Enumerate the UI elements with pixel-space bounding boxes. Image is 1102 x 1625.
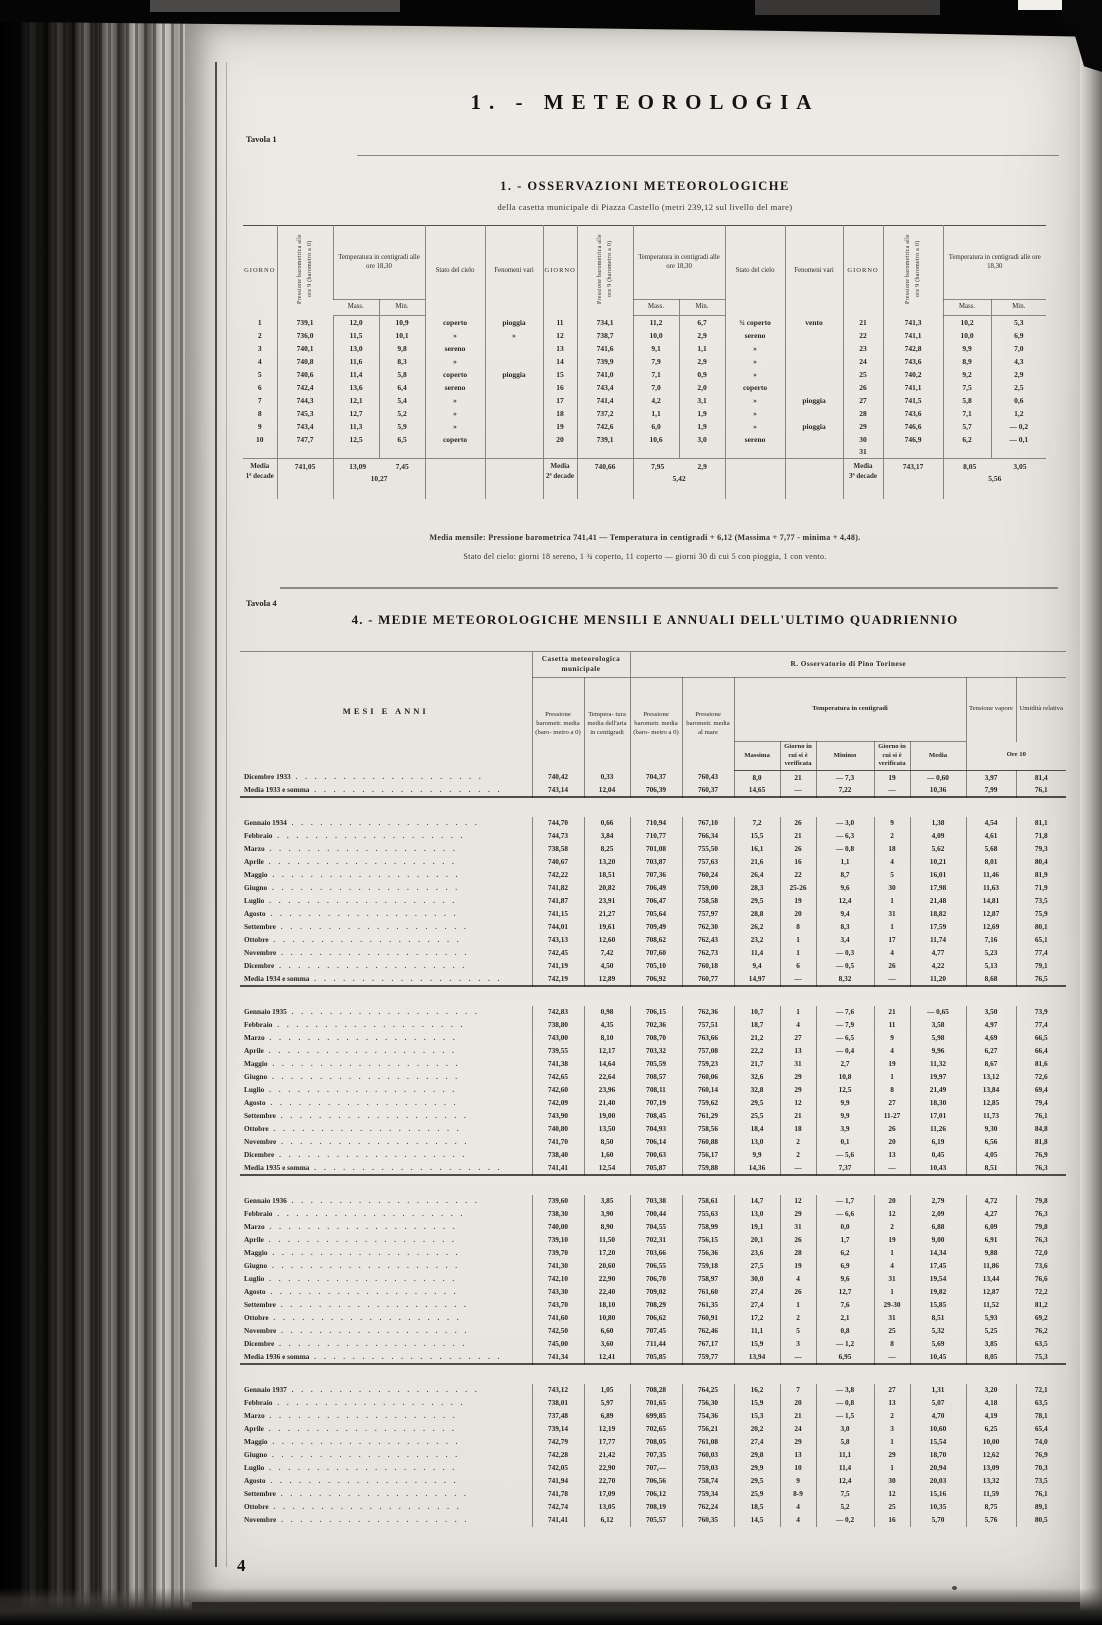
dot-leaders: [267, 1450, 460, 1459]
table-row: Ottobre . . . 740,80 13,50 704,93 758,56 18,4 18 3,9 26 11,26 9,30 84,8: [240, 1123, 1066, 1136]
col-fenomeni: Fenomeni vari: [785, 226, 843, 316]
page-crease-line: [215, 62, 217, 1567]
scan-artifact: [755, 0, 940, 15]
dot-leaders: [268, 1437, 461, 1446]
tavola1-subtitle: della casetta municipale di Piazza Castello (metri 239,12 sul livello del mare): [497, 202, 793, 212]
table-row: Giugno . . . 742,28 21,42 707,35 760,03 29,8 13 11,1 29 18,70 12,62 76,9: [240, 1449, 1066, 1462]
media-temperature: 8,05 3,05 5,56: [943, 459, 1046, 499]
dot-leaders: [266, 909, 459, 918]
table-row: Febbraio . . . 738,80 4,35 702,36 757,51 18,7 4 — 7,9 11 3,58 4,97 77,4: [240, 1019, 1066, 1032]
table-row: Ottobre . . . 742,74 13,05 708,19 762,24 18,5 4 5,2 25 10,35 8,75 89,1: [240, 1501, 1066, 1514]
dot-leaders: [266, 1098, 459, 1107]
table-row: Aprile . . . 739,55 12,17 703,32 757,08 22,2 13 — 0,4 4 9,96 6,27 66,4: [240, 1045, 1066, 1058]
table-row: Settembre . . . 743,90 19,00 708,45 761,29 25,5 21 9,9 11-27 17,01 11,73 76,1: [240, 1110, 1066, 1123]
table-row: Maggio . . . 741,38 14,64 705,59 759,23 21,7 31 2,7 19 11,32 8,67 81,6: [240, 1058, 1066, 1071]
table-row: Media 1933 e somma . . . 743,14 12,04 706,39 760,37 14,65 — 7,22 — 10,36 7,99 76,1: [240, 784, 1066, 797]
dot-leaders: [276, 1137, 469, 1146]
col-mass: Mass.: [943, 300, 991, 316]
col-media: Media: [910, 742, 966, 771]
block-1934: [240, 817, 1066, 986]
tavola4-label: Tavola 4: [246, 598, 277, 608]
page-right-edge: [1080, 0, 1102, 1625]
dot-leaders: [272, 1020, 465, 1029]
table-row: Maggio . . . 742,79 17,77 708,05 761,08 27,4 29 5,8 1 15,54 10,00 74,0: [240, 1436, 1066, 1449]
tavola1-title: 1. - OSSERVAZIONI METEOROLOGICHE: [500, 179, 790, 193]
section-divider-rule: [280, 587, 1058, 589]
horizontal-rule: [357, 155, 1059, 156]
dot-leaders: [264, 1463, 457, 1472]
table-row: Settembre . . . 741,78 17,09 706,12 759,34 25,9 8-9 7,5 12 15,16 11,59 76,1: [240, 1488, 1066, 1501]
table-row: 4 740,8 11,6 8,3 » 14 739,9 7,9 2,9 » 24 743,6 8,9 4,3: [243, 355, 1046, 368]
block-1936: [240, 1195, 1066, 1364]
table-row: Settembre . . . 743,70 18,10 708,29 761,35 27,4 1 7,6 29-30 15,85 11,52 81,2: [240, 1299, 1066, 1312]
dot-leaders: [269, 1124, 462, 1133]
dot-leaders: [276, 948, 469, 957]
table-row: Luglio . . . 741,87 23,91 706,47 758,58 29,5 19 12,4 1 21,48 14,81 73,5: [240, 895, 1066, 908]
dot-leaders: [265, 844, 458, 853]
dot-leaders: [272, 1209, 465, 1218]
dot-leaders: [264, 1046, 457, 1055]
col-temperatura: Temperatura in centigradi alle ore 18,30: [943, 226, 1046, 300]
dot-leaders: [265, 1033, 458, 1042]
table-row: 2 736,0 11,5 10,1 » » 12 738,7 10,0 2,9 sereno 22 741,1 10,0 6,9: [243, 329, 1046, 342]
group-temperatura-centigradi: Temperatura in centigradi: [734, 678, 966, 742]
table-row: Novembre . . . 741,41 6,12 705,57 760,35 14,5 4 — 0,2 16 5,70 5,76 80,5: [240, 1514, 1066, 1527]
dot-leaders: [274, 1150, 467, 1159]
col-giorno: GIORNO: [543, 226, 577, 316]
table-row: Ottobre . . . 743,13 12,60 708,62 762,43 23,2 1 3,4 17 11,74 7,16 65,1: [240, 934, 1066, 947]
dot-leaders: [287, 1196, 480, 1205]
dot-leaders: [264, 1424, 457, 1433]
tavola4-title: 4. - MEDIE METEOROLOGICHE MENSILI E ANNUALI DELL'ULTIMO QUADRIENNIO: [351, 612, 959, 627]
observations-table-header: [243, 226, 1046, 316]
block-1937: [240, 1384, 1066, 1527]
book-gutter-edges: [0, 0, 192, 1625]
table-row: Dicembre . . . 741,19 4,50 705,10 760,18 9,4 6 — 0,5 26 4,22 5,13 79,1: [240, 960, 1066, 973]
table-row: Marzo . . . 740,00 8,90 704,55 758,99 19,1 31 0,0 2 6,88 6,09 79,8: [240, 1221, 1066, 1234]
dot-leaders: [264, 1274, 457, 1283]
dot-leaders: [309, 1352, 502, 1361]
table-row: Luglio . . . 742,60 23,96 708,11 760,14 32,8 29 12,5 8 21,49 13,84 69,4: [240, 1084, 1066, 1097]
media-temperature: 13,09 7,45 10,27: [333, 459, 425, 499]
col-fenomeni: Fenomeni vari: [485, 226, 543, 316]
dot-leaders: [276, 1515, 469, 1524]
col-giorno: GIORNO: [244, 266, 276, 274]
col-pressione-osservatorio: Pressione barometr. media (baro- metro a 0): [630, 678, 682, 771]
table-row: 1 739,1 12,0 10,9 coperto pioggia 11 734,1 11,2 6,7 ¾ coperto vento 21 741,3 10,2 5,3: [243, 316, 1046, 329]
table-row: Dicembre . . . 738,40 1,60 700,63 756,17 9,9 2 — 5,6 13 0,45 4,05 76,9: [240, 1149, 1066, 1162]
table-row: 6 742,4 13,6 6,4 sereno 16 743,4 7,0 2,0 coperto 26 741,1 7,5 2,5: [243, 381, 1046, 394]
table-row: Dicembre 1933 . . . 740,42 0,33 704,37 760,43 8,0 21 — 7,3 19 — 0,60 3,97 81,4: [240, 771, 1066, 784]
scanner-bottom-band: [0, 1588, 1102, 1625]
table-row: Ottobre . . . 741,60 10,80 706,62 760,91 17,2 2 2,1 31 8,51 5,93 69,2: [240, 1312, 1066, 1325]
col-pressione-casetta: Pressione barometr. media (baro- metro a 0): [532, 678, 584, 771]
table-row: Marzo . . . 743,00 8,10 708,70 763,66 21,2 27 — 6,5 9 5,98 4,69 66,5: [240, 1032, 1066, 1045]
col-min: Min.: [679, 300, 725, 316]
tavola1-label: Tavola 1: [246, 134, 277, 144]
col-giorno: GIORNO: [843, 226, 883, 316]
table-row: 9 743,4 11,3 5,9 » 19 742,6 6,0 1,9 » pioggia 29 746,6 5,7 — 0,2: [243, 420, 1046, 433]
dot-leaders: [274, 1339, 467, 1348]
dot-leaders: [268, 870, 461, 879]
table-row: 7 744,3 12,1 5,4 » 17 741,4 4,2 3,1 » pioggia 27 741,5 5,8 0,6: [243, 394, 1046, 407]
scan-artifact: [150, 0, 400, 12]
monthly-summary-note: Media mensile: Pressione barometrica 741,41 — Temperatura in centigradi + 6,12 (Massima + 7,77 - minima + 4,48).: [429, 533, 861, 542]
table-row: Maggio . . . 739,70 17,20 703,66 756,36 23,6 28 6,2 1 14,34 9,88 72,0: [240, 1247, 1066, 1260]
table-row: Gennaio 1935 . . . 742,83 0,98 706,15 762,36 10,7 1 — 7,6 21 — 0,65 3,50 73,9: [240, 1006, 1066, 1019]
col-tensione-vapore: Tensione vapore: [966, 678, 1016, 742]
col-giorno-verificata: Giorno in cui si è verificata: [874, 742, 910, 771]
table-row: Luglio . . . 742,05 22,90 707,— 759,03 29,9 10 11,4 1 20,94 13,09 70,3: [240, 1462, 1066, 1475]
dot-leaders: [264, 896, 457, 905]
dot-leaders: [267, 1261, 460, 1270]
observations-table: [243, 225, 1046, 499]
table-row: Agosto . . . 742,09 21,40 707,19 759,62 29,5 12 9,9 27 18,30 12,85 79,4: [240, 1097, 1066, 1110]
col-pressione: Pressione barometrica alle ore 9 (barometro a 0): [577, 226, 633, 316]
ink-speck: [952, 1586, 957, 1590]
dot-leaders: [265, 1411, 458, 1420]
observations-rows: [243, 316, 1046, 459]
table-row: Agosto . . . 741,15 21,27 705,64 757,97 28,8 20 9,4 31 18,82 12,87 75,9: [240, 908, 1066, 921]
col-temperatura: Temperatura in centigradi alle ore 18,30: [333, 226, 425, 300]
col-ore-10: Ore 10: [966, 742, 1066, 771]
media-decade-label: Media 3ª decade: [843, 459, 883, 499]
table-row: Media 1936 e somma . . . 741,34 12,41 705,85 759,77 13,94 — 6,95 — 10,45 8,05 75,3: [240, 1351, 1066, 1364]
table-row: 5 740,6 11,4 5,8 coperto pioggia 15 741,0 7,1 0,9 » 25 740,2 9,2 2,9: [243, 368, 1046, 381]
dot-leaders: [276, 922, 469, 931]
section-title: 1. - METEOROLOGIA: [470, 90, 820, 114]
dot-leaders: [309, 974, 502, 983]
table-row: Aprile . . . 739,10 11,50 702,31 756,15 20,1 26 1,7 19 9,00 6,91 76,3: [240, 1234, 1066, 1247]
decade-means: [243, 459, 1046, 499]
dot-leaders: [274, 961, 467, 970]
col-temperatura: Temperatura in centigradi alle ore 18,30: [633, 226, 725, 300]
col-pressione: Pressione barometrica alle ore 9 (barometro a 0): [883, 226, 943, 316]
dot-leaders: [276, 1300, 469, 1309]
monthly-means-header: [240, 652, 1066, 771]
dot-leaders: [266, 1476, 459, 1485]
col-giorno-verificata: Giorno in cui si è verificata: [780, 742, 816, 771]
table-row: Luglio . . . 742,10 22,90 706,70 758,97 30,0 4 9,6 31 19,54 13,44 76,6: [240, 1273, 1066, 1286]
dot-leaders: [268, 1248, 461, 1257]
page-content: [185, 22, 1080, 1602]
col-pressione-mare: Pressione barometr. media al mare: [682, 678, 734, 771]
table-row: Maggio . . . 742,22 18,51 707,36 760,24 26,4 22 8,7 5 16,01 11,46 81,9: [240, 869, 1066, 882]
table-row: 3 740,1 13,0 9,8 sereno 13 741,6 9,1 1,1 » 23 742,8 9,9 7,0: [243, 342, 1046, 355]
sky-state-note: Stato del cielo: giorni 18 sereno, 1 ¾ coperto, 11 coperto — giorni 30 di cui 5 con pioggia, 1 con vento.: [463, 552, 827, 561]
page-number: 4: [237, 1556, 246, 1575]
dot-leaders: [265, 1222, 458, 1231]
dot-leaders: [269, 935, 462, 944]
media-pressione: 743,17: [883, 459, 943, 499]
table-row: 8 745,3 12,7 5,2 » 18 737,2 1,1 1,9 » 28 743,6 7,1 1,2: [243, 407, 1046, 420]
dot-leaders: [309, 1163, 502, 1172]
table-row: Novembre . . . 742,50 6,60 707,45 762,46 11,1 5 0,8 25 5,32 5,25 76,2: [240, 1325, 1066, 1338]
col-min: Min.: [379, 300, 425, 316]
dot-leaders: [291, 772, 484, 781]
monthly-means-table: [240, 651, 1066, 1527]
dot-leaders: [276, 1326, 469, 1335]
table-row: Novembre . . . 742,45 7,42 707,60 762,73 11,4 1 — 0,3 4 4,77 5,23 77,4: [240, 947, 1066, 960]
col-minima: Minimo: [816, 742, 874, 771]
col-stato-cielo: Stato del cielo: [425, 226, 485, 316]
table-row: Novembre . . . 741,70 8,50 706,14 760,88 13,0 2 0,1 20 6,19 6,56 81,8: [240, 1136, 1066, 1149]
table-row: Media 1934 e somma . . . 742,19 12,89 706,92 760,77 14,97 — 8,32 — 11,20 8,68 76,5: [240, 973, 1066, 986]
col-pressione: Pressione barometrica alle ore 9 (barometro a 0): [277, 226, 333, 316]
table-row: Agosto . . . 743,30 22,40 709,02 761,60 27,4 26 12,7 1 19,82 12,87 72,2: [240, 1286, 1066, 1299]
dot-leaders: [267, 1072, 460, 1081]
dot-leaders: [269, 1502, 462, 1511]
table-row: Media 1935 e somma . . . 741,41 12,54 705,87 759,88 14,36 — 7,37 — 10,43 8,51 76,3: [240, 1162, 1066, 1175]
dot-leaders: [287, 1385, 480, 1394]
media-pressione: 741,05: [277, 459, 333, 499]
dot-leaders: [264, 857, 457, 866]
col-temperatura-casetta: Tempera- tura media dell'aria in centigradi: [584, 678, 630, 771]
table-row: Aprile . . . 740,67 13,20 703,87 757,63 21,6 16 1,1 4 10,21 8,01 80,4: [240, 856, 1066, 869]
table-row: Giugno . . . 741,82 20,82 706,49 759,00 28,3 25-26 9,6 30 17,98 11,63 71,9: [240, 882, 1066, 895]
table-row: 10 747,7 12,5 6,5 coperto 20 739,1 10,6 3,0 sereno 30 746,9 6,2 — 0,1: [243, 433, 1046, 446]
table-row: Agosto . . . 741,94 22,70 706,56 758,74 29,5 9 12,4 30 20,03 13,32 73,5: [240, 1475, 1066, 1488]
dot-leaders: [264, 1085, 457, 1094]
dot-leaders: [272, 1398, 465, 1407]
table-row: Febbraio . . . 738,30 3,90 700,44 755,63 13,0 29 — 6,6 12 2,09 4,27 76,3: [240, 1208, 1066, 1221]
col-mesi-anni: MESI E ANNI: [342, 705, 429, 716]
table-row: Dicembre . . . 745,00 3,60 711,44 767,17 15,9 3 — 1,2 8 5,69 3,85 63,5: [240, 1338, 1066, 1351]
dot-leaders: [269, 1313, 462, 1322]
media-pressione: 740,66: [577, 459, 633, 499]
dot-leaders: [276, 1111, 469, 1120]
dot-leaders: [264, 1235, 457, 1244]
col-massima: Massima: [734, 742, 780, 771]
dot-leaders: [287, 1007, 480, 1016]
block-1935: [240, 1006, 1066, 1175]
col-stato-cielo: Stato del cielo: [725, 226, 785, 316]
media-decade-label: Media 2ª decade: [543, 459, 577, 499]
col-umidita-relativa: Umidità relativa: [1016, 678, 1066, 742]
table-row: Gennaio 1934 . . . 744,70 0,66 710,94 767,10 7,2 26 — 3,0 9 1,38 4,54 81,1: [240, 817, 1066, 830]
table-row: Aprile . . . 739,14 12,19 702,65 756,21 20,2 24 3,0 3 10,60 6,25 65,4: [240, 1423, 1066, 1436]
col-min: Min.: [991, 300, 1046, 316]
block-1933: [240, 771, 1066, 797]
dot-leaders: [309, 785, 502, 794]
table-row: Gennaio 1936 . . . 739,60 3,85 703,38 758,61 14,7 12 — 1,7 20 2,79 4,72 79,8: [240, 1195, 1066, 1208]
dot-leaders: [276, 1489, 469, 1498]
table-row: Giugno . . . 741,30 20,60 706,55 759,18 27,5 19 6,9 4 17,45 11,86 73,6: [240, 1260, 1066, 1273]
table-row: Febbraio . . . 744,73 3,84 710,77 766,34 15,5 21 — 6,3 2 4,09 4,61 71,8: [240, 830, 1066, 843]
dot-leaders: [266, 1287, 459, 1296]
dot-leaders: [268, 1059, 461, 1068]
dot-leaders: [272, 831, 465, 840]
col-mass: Mass.: [333, 300, 379, 316]
table-row: Marzo . . . 737,48 6,89 699,85 754,36 15,3 21 — 1,5 2 4,70 4,19 78,1: [240, 1410, 1066, 1423]
group-osservatorio-pino: R. Osservatorio di Pino Torinese: [630, 652, 1066, 678]
table-row: Settembre . . . 744,01 19,61 709,49 762,30 26,2 8 8,3 1 17,59 12,69 80,1: [240, 921, 1066, 934]
media-decade-label: Media 1ª decade: [243, 459, 277, 499]
table-row: Febbraio . . . 738,01 5,97 701,65 756,30 15,9 20 — 0,8 13 5,07 4,18 63,5: [240, 1397, 1066, 1410]
table-row: 31: [243, 446, 1046, 459]
page-crease-line: [226, 62, 227, 1567]
table-row: Gennaio 1937 . . . 743,12 1,05 708,28 764,25 16,2 7 — 3,8 27 1,31 3,20 72,1: [240, 1384, 1066, 1397]
table-row: Marzo . . . 738,58 8,25 701,08 755,50 16,1 26 — 0,8 18 5,62 5,68 79,3: [240, 843, 1066, 856]
col-mass: Mass.: [633, 300, 679, 316]
media-temperature: 7,95 2,9 5,42: [633, 459, 725, 499]
paper-page: [185, 22, 1080, 1602]
table-row: Giugno . . . 742,65 22,64 708,57 760,06 32,6 29 10,8 1 19,97 13,12 72,6: [240, 1071, 1066, 1084]
group-casetta-municipale: Casetta meteorologica municipale: [532, 652, 630, 678]
dot-leaders: [287, 818, 480, 827]
dot-leaders: [267, 883, 460, 892]
